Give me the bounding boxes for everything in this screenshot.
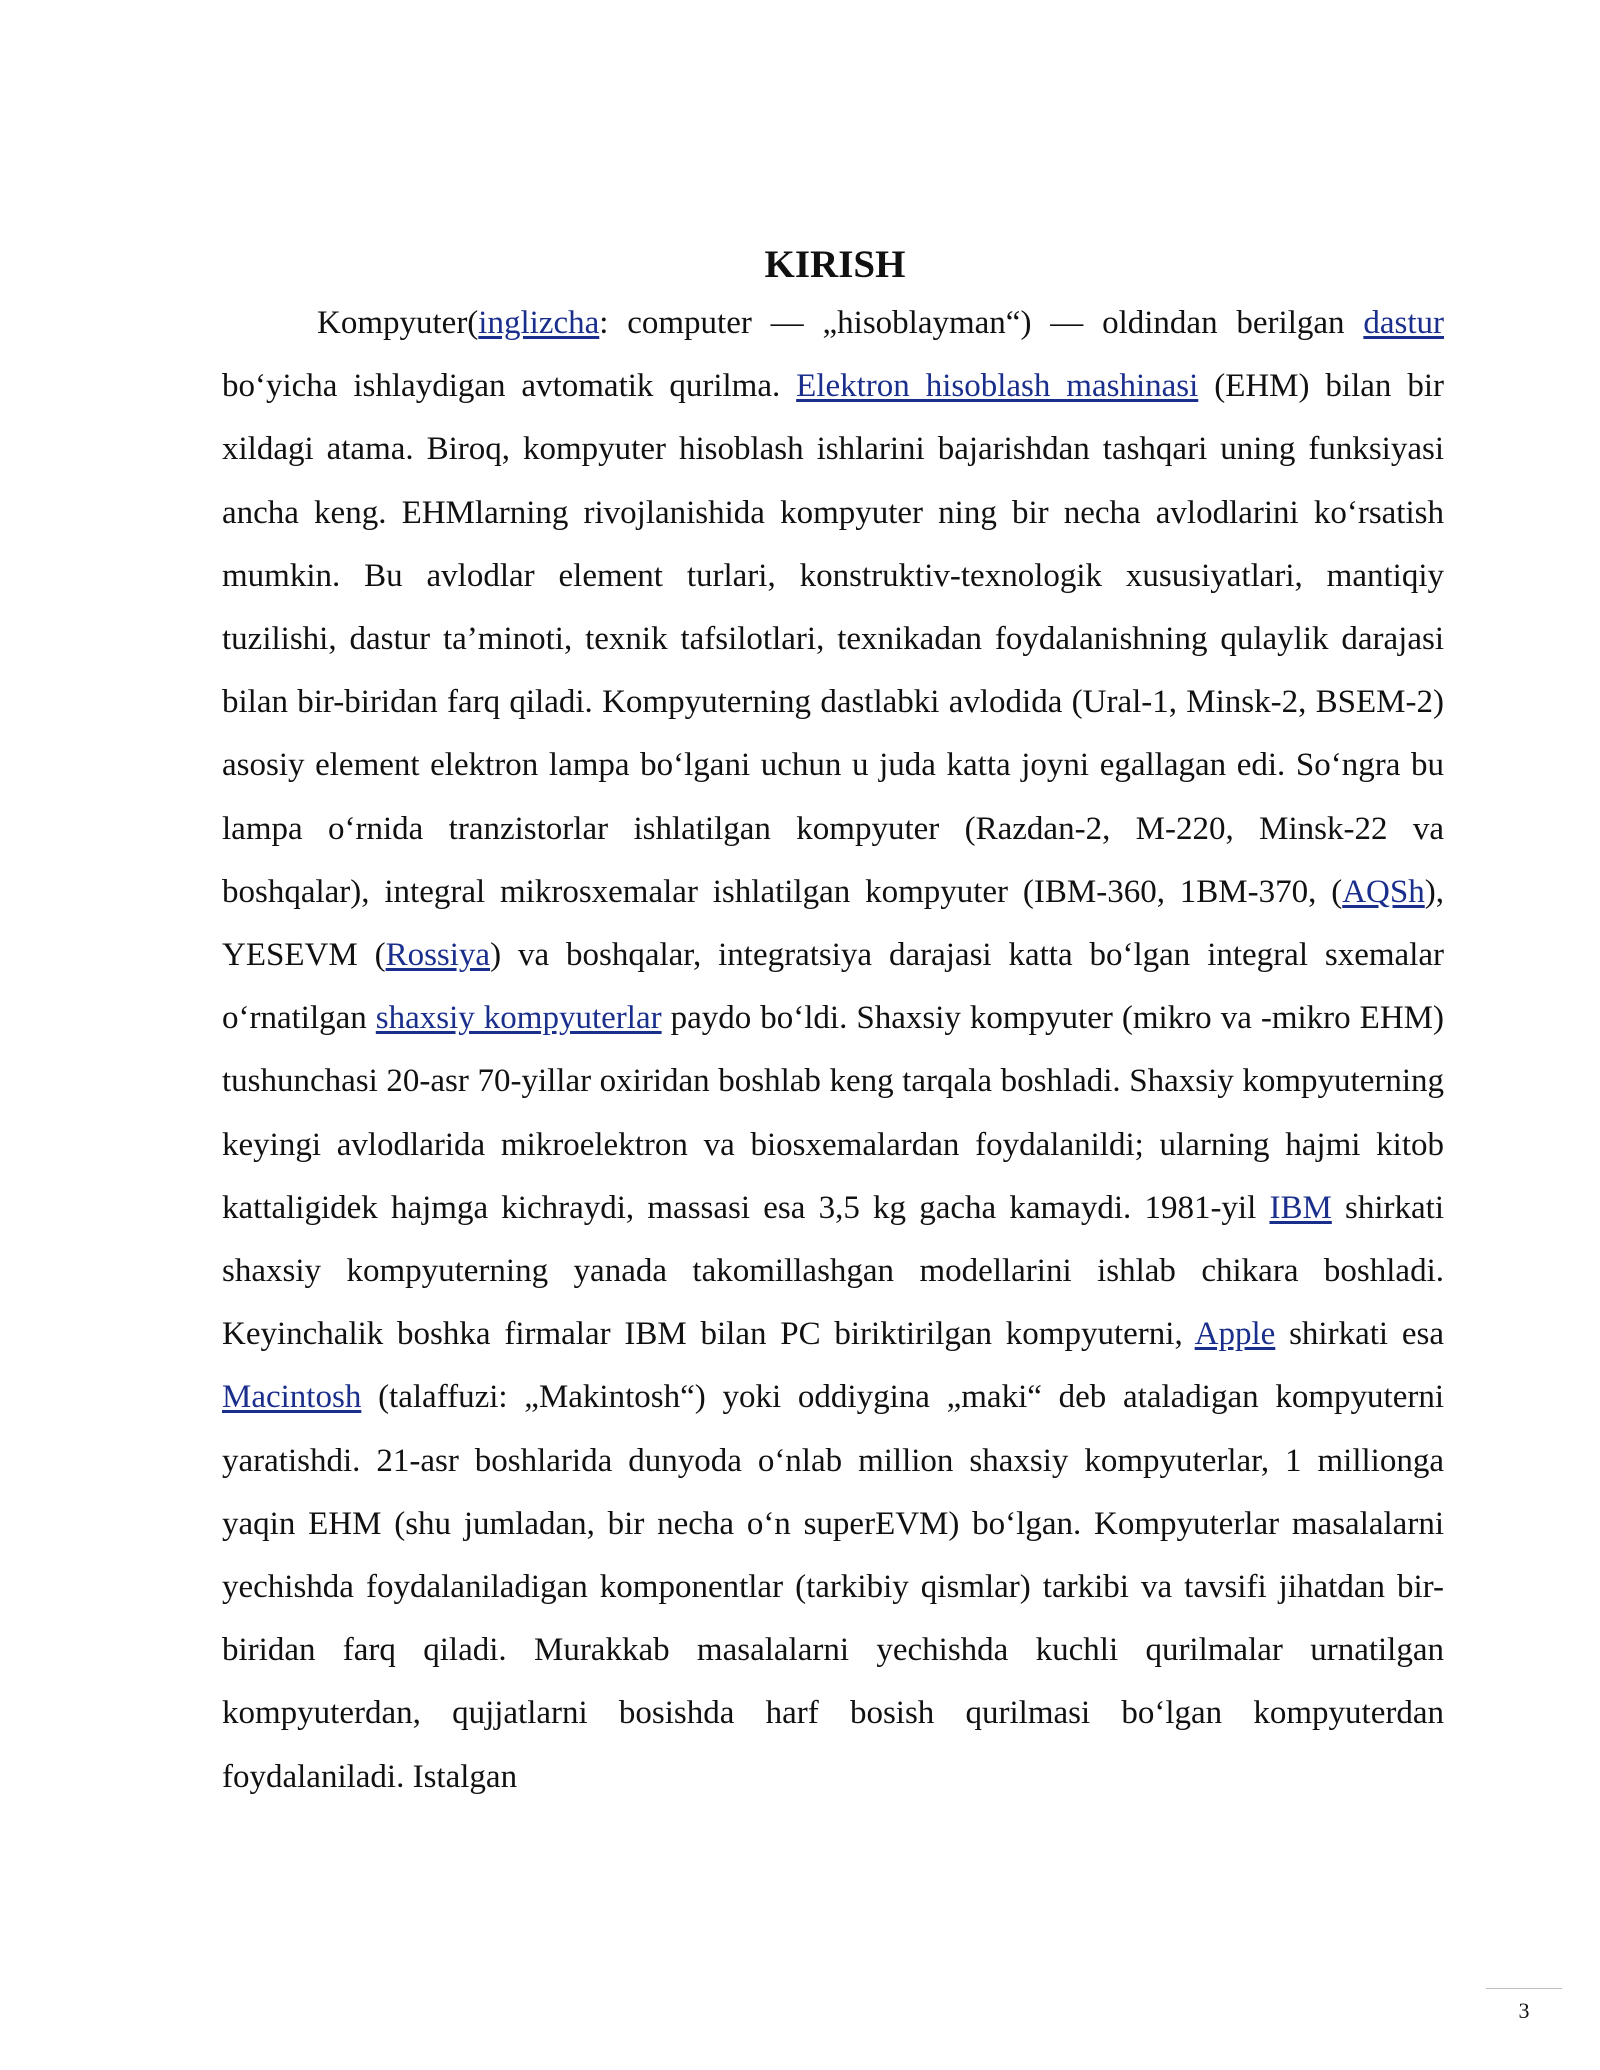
text-run: ), YESEVM ( (222, 873, 1444, 974)
link-ibm[interactable]: IBM (1269, 1189, 1332, 1226)
text-run: Kompyuter( (317, 305, 479, 341)
link-rossiya[interactable]: Rossiya (385, 937, 491, 974)
text-run: (talaffuzi: „Makintosh“) yoki oddiygina „maki“ deb ataladigan kompyuterni yaratishdi. 21-asr boshlarida dunyoda oʻnlab million shaxsiy kompyuterlar, 1 millionga yaqin EHM (shu jumladan, bir necha oʻn superEVM) boʻlgan. Kompyuterlar masalalarni yechishda foydalaniladigan komponentlar (tarkibiy qismlar) tarkibi va tavsifi jihatdan bir-biridan farq qiladi. Murakkab masalalarni yechishda kuchli qurilmalar urnatilgan kompyuterdan, qujjatlarni bosishda harf bosish qurilmasi boʻlgan kompyuterdan foydalaniladi. Istalgan (222, 1379, 1444, 1795)
body-paragraph (222, 292, 1444, 1809)
link-inglizcha[interactable]: inglizcha (478, 305, 600, 341)
link-macintosh[interactable]: Macintosh (222, 1379, 362, 1416)
text-run: shirkati shaxsiy kompyuterning yanada takomillashgan modellarini ishlab chikara boshladi. Keyinchalik boshka firmalar IBM bilan PC biriktirilgan kompyuterni, (222, 1189, 1444, 1353)
link-dastur[interactable]: dastur (1363, 305, 1444, 341)
page-title: KIRISH (764, 243, 906, 286)
text-run: (EHM) bilan bir xildagi atama. Biroq, kompyuter hisoblash ishlarini bajarishdan tashqari uning funksiyasi ancha keng. EHMlarning rivojlanishida kompyuter ning bir necha avlodlarini koʻrsatish mumkin. Bu avlodlar element turlari, konstruktiv-texnologik xususiyatlari, mantiqiy tuzilishi, dastur ta’minoti, texnik tafsilotlari, texnikadan foydalanishning qulaylik darajasi bilan bir-biridan farq qiladi. Kompyuterning dastlabki avlodida (Ural-1, Minsk-2, BSEM-2) asosiy element elektron lampa boʻlgani uchun u juda katta joyni egallagan edi. Soʻngra bu lampa oʻrnida tranzistorlar ishlatilgan kompyuter (Razdan-2, M-220, Minsk-22 va boshqalar), integral mikrosxemalar ishlatilgan kompyuter (IBM-360, 1BM-370, ( (222, 368, 1444, 910)
link-shaxsiy-kompyuterlar[interactable]: shaxsiy kompyuterlar (375, 1000, 662, 1037)
text-run: ) va boshqalar, integratsiya darajasi katta boʻlgan integral sxemalar oʻrnatilgan (222, 937, 1444, 1037)
link-aqsh[interactable]: AQSh (1342, 873, 1425, 910)
text-run: shirkati esa (1275, 1316, 1444, 1353)
page-number: 3 (1518, 1998, 1530, 2023)
text-run: boʻyicha ishlaydigan avtomatik qurilma. (222, 368, 797, 405)
link-apple[interactable]: Apple (1194, 1316, 1276, 1353)
text-run: : computer — „hisoblayman“) — oldindan berilgan (599, 305, 1364, 341)
text-run: paydo boʻldi. Shaxsiy kompyuter (mikro va -mikro EHM) tushunchasi 20-asr 70-yillar oxiridan boshlab keng tarqala boshladi. Shaxsiy kompyuterning keyingi avlodlarida mikroelektron va biosxemalardan foydalanildi; ularning hajmi kitob kattaligidek hajmga kichraydi, massasi esa 3,5 kg gacha kamaydi. 1981-yil (222, 1000, 1444, 1226)
footer-divider (1486, 1988, 1562, 1989)
link-elektron-hisoblash-mashinasi[interactable]: Elektron hisoblash mashinasi (796, 368, 1199, 405)
